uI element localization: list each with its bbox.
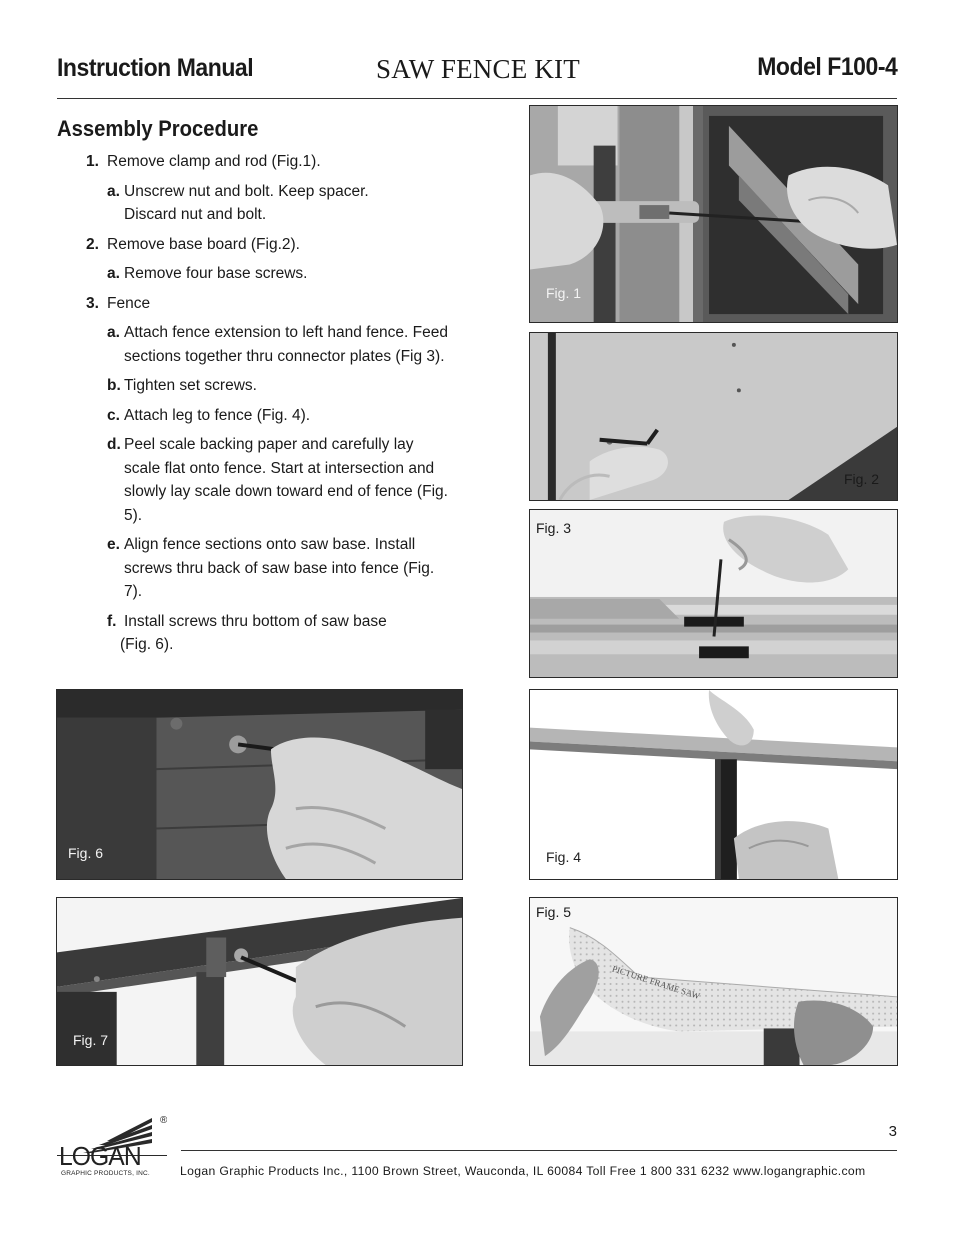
figure-2-photo — [529, 332, 898, 501]
assembly-steps — [86, 150, 466, 663]
logo-subtitle: GRAPHIC PRODUCTS, INC. — [61, 1170, 150, 1177]
figure-5-photo — [529, 897, 898, 1066]
step-1: 1. Remove clamp and rod (Fig.1). — [86, 153, 321, 170]
figure-6-photo — [56, 689, 463, 880]
page-number: 3 — [888, 1123, 897, 1140]
figure-1-photo — [529, 105, 898, 323]
step-3f: f. Install screws thru bottom of saw base (Fig. 6). — [107, 612, 387, 653]
step-3b: b. Tighten set screws. — [107, 377, 257, 394]
figure-7-label: Fig. 7 — [73, 1032, 109, 1048]
manual-title: Instruction Manual — [57, 54, 254, 82]
step-3e: e. Align fence sections onto saw base. Install screws thru back of saw base into fence (Fig. 7). — [107, 536, 435, 600]
figure-1-label: Fig. 1 — [546, 285, 582, 301]
logo-wordmark: LOGAN — [59, 1141, 141, 1171]
step-1a: a. Unscrew nut and bolt. Keep spacer. Discard nut and bolt. — [107, 182, 369, 223]
registered-mark: ® — [160, 1115, 167, 1126]
scale-print-text: PICTURE FRAME SAW — [610, 963, 702, 1002]
model-number: Model F100-4 — [756, 53, 897, 81]
figure-4-label: Fig. 4 — [546, 849, 582, 865]
figure-3-label: Fig. 3 — [536, 520, 572, 536]
step-2a: a. Remove four base screws. — [107, 265, 308, 282]
figure-7-photo — [56, 897, 463, 1066]
figure-5-label: Fig. 5 — [536, 904, 572, 920]
step-2: 2. Remove base board (Fig.2). — [86, 235, 300, 253]
figure-4-photo — [529, 689, 898, 880]
company-address: Logan Graphic Products Inc., 1100 Brown Street, Wauconda, IL 60084 Toll Free 1 800 331 6232 www.logangraphic.com — [180, 1164, 866, 1178]
step-3d: d. Peel scale backing paper and carefully lay scale flat onto fence. Start at intersection and slowly lay scale down toward end of fence (Fig. 5). — [107, 436, 448, 524]
step-3c: c. Attach leg to fence (Fig. 4). — [107, 406, 311, 424]
step-3: 3. Fence — [86, 294, 151, 312]
footer-divider — [181, 1150, 897, 1151]
section-title: Assembly Procedure — [57, 116, 259, 141]
figure-3-photo — [529, 509, 898, 678]
figure-2-label: Fig. 2 — [844, 471, 880, 487]
product-title: SAW FENCE KIT — [376, 54, 580, 84]
header-divider — [57, 98, 897, 99]
figure-6-label: Fig. 6 — [68, 845, 104, 861]
logan-logo — [57, 1113, 167, 1181]
step-3a: a. Attach fence extension to left hand fence. Feed sections together thru connector plates (Fig 3). — [107, 324, 448, 365]
